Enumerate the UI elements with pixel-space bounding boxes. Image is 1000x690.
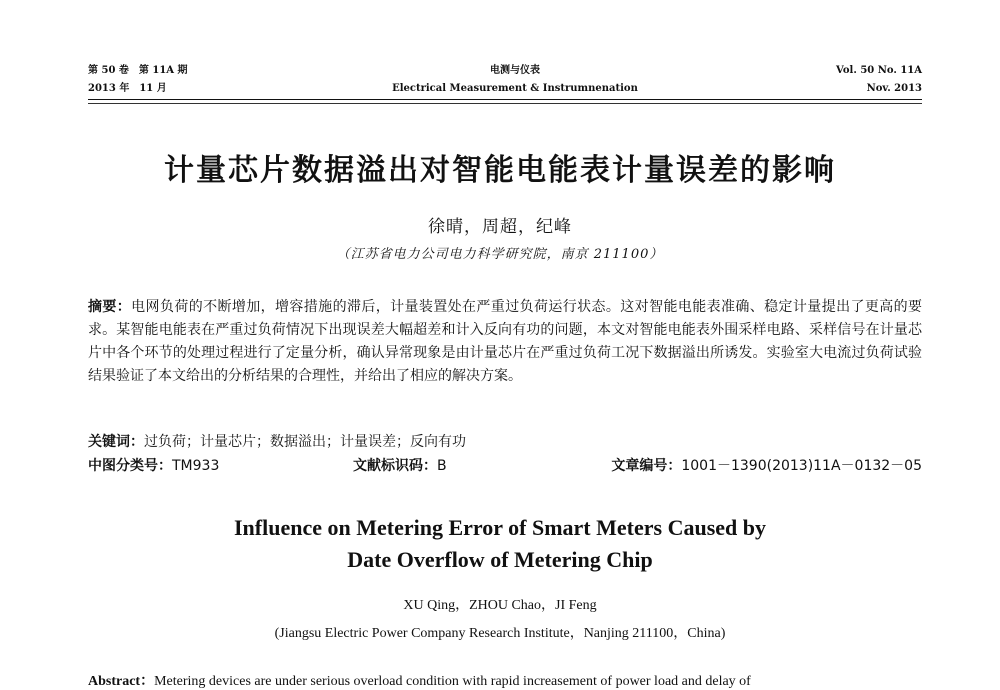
article-number — [611, 455, 922, 475]
affiliation-en: (Jiangsu Electric Power Company Research Institute，Nanjing 211100，China) — [274, 626, 726, 641]
journal-name-en: Electrical Measurement & Instrumnenation — [392, 83, 638, 94]
header-volume-en — [836, 62, 922, 98]
doc-code-value: B — [437, 458, 447, 474]
clc-number — [88, 455, 219, 475]
paper-title-cn: 计量芯片数据溢出对智能电能表计量误差的影响 — [164, 153, 836, 188]
abstract-cn — [88, 296, 922, 388]
clc-label: 中图分类号： — [88, 458, 172, 474]
article-value: 1001－1390(2013)11A－0132－05 — [681, 458, 922, 474]
date-en: Nov. 2013 — [866, 83, 922, 94]
keywords-cn — [88, 431, 466, 451]
paper-title-en — [60, 512, 940, 576]
document-code — [353, 455, 447, 475]
date-cn: 2013 年 11 月 — [88, 83, 167, 94]
header-volume-cn — [88, 62, 188, 98]
abstract-cn-label: 摘要： — [88, 299, 132, 315]
title-en-line2: Date Overflow of Metering Chip — [347, 547, 653, 572]
title-en-line1: Influence on Metering Error of Smart Meters Caused by — [234, 515, 766, 540]
doc-code-label: 文献标识码： — [353, 458, 437, 474]
authors-en: XU Qing，ZHOU Chao，JI Feng — [403, 598, 597, 613]
affiliation-cn: （江苏省电力公司电力科学研究院，南京 211100） — [336, 247, 664, 262]
journal-name-cn: 电测与仪表 — [490, 65, 540, 76]
volume-issue-cn: 第 50 卷 第 11A 期 — [88, 65, 188, 76]
abstract-en-text: Metering devices are under serious overload condition with rapid increasement of power load and delay of — [154, 674, 751, 689]
volume-issue-en: Vol. 50 No. 11A — [836, 65, 922, 76]
authors-cn: 徐晴，周超，纪峰 — [428, 217, 572, 237]
article-label: 文章编号： — [611, 458, 682, 474]
clc-value: TM933 — [172, 458, 220, 474]
header-rule-thin — [88, 103, 922, 104]
header-journal — [380, 62, 650, 98]
header-rule-thick — [88, 99, 922, 100]
abstract-en — [88, 670, 922, 690]
keywords-label: 关键词： — [88, 434, 144, 450]
abstract-en-label: Abstract： — [88, 674, 155, 689]
keywords-text: 过负荷；计量芯片；数据溢出；计量误差；反向有功 — [144, 434, 466, 450]
abstract-cn-text: 电网负荷的不断增加，增容措施的滞后，计量装置处在严重过负荷运行状态。这对智能电能表准确、稳定计量提出了更高的要求。某智能电能表在严重过负荷情况下出现误差大幅超差和计入反向有功的问题，本文对智能电能表外围采样电路、采样信号在计量芯片中各个环节的处理过程进行了定量分析，确认异常现象是由计量芯片在严重过负荷工况下数据溢出所诱发。实验室大电流过负荷试验结果验证了本文给出的分析结果的合理性，并给出了相应的解决方案。 — [88, 299, 923, 384]
